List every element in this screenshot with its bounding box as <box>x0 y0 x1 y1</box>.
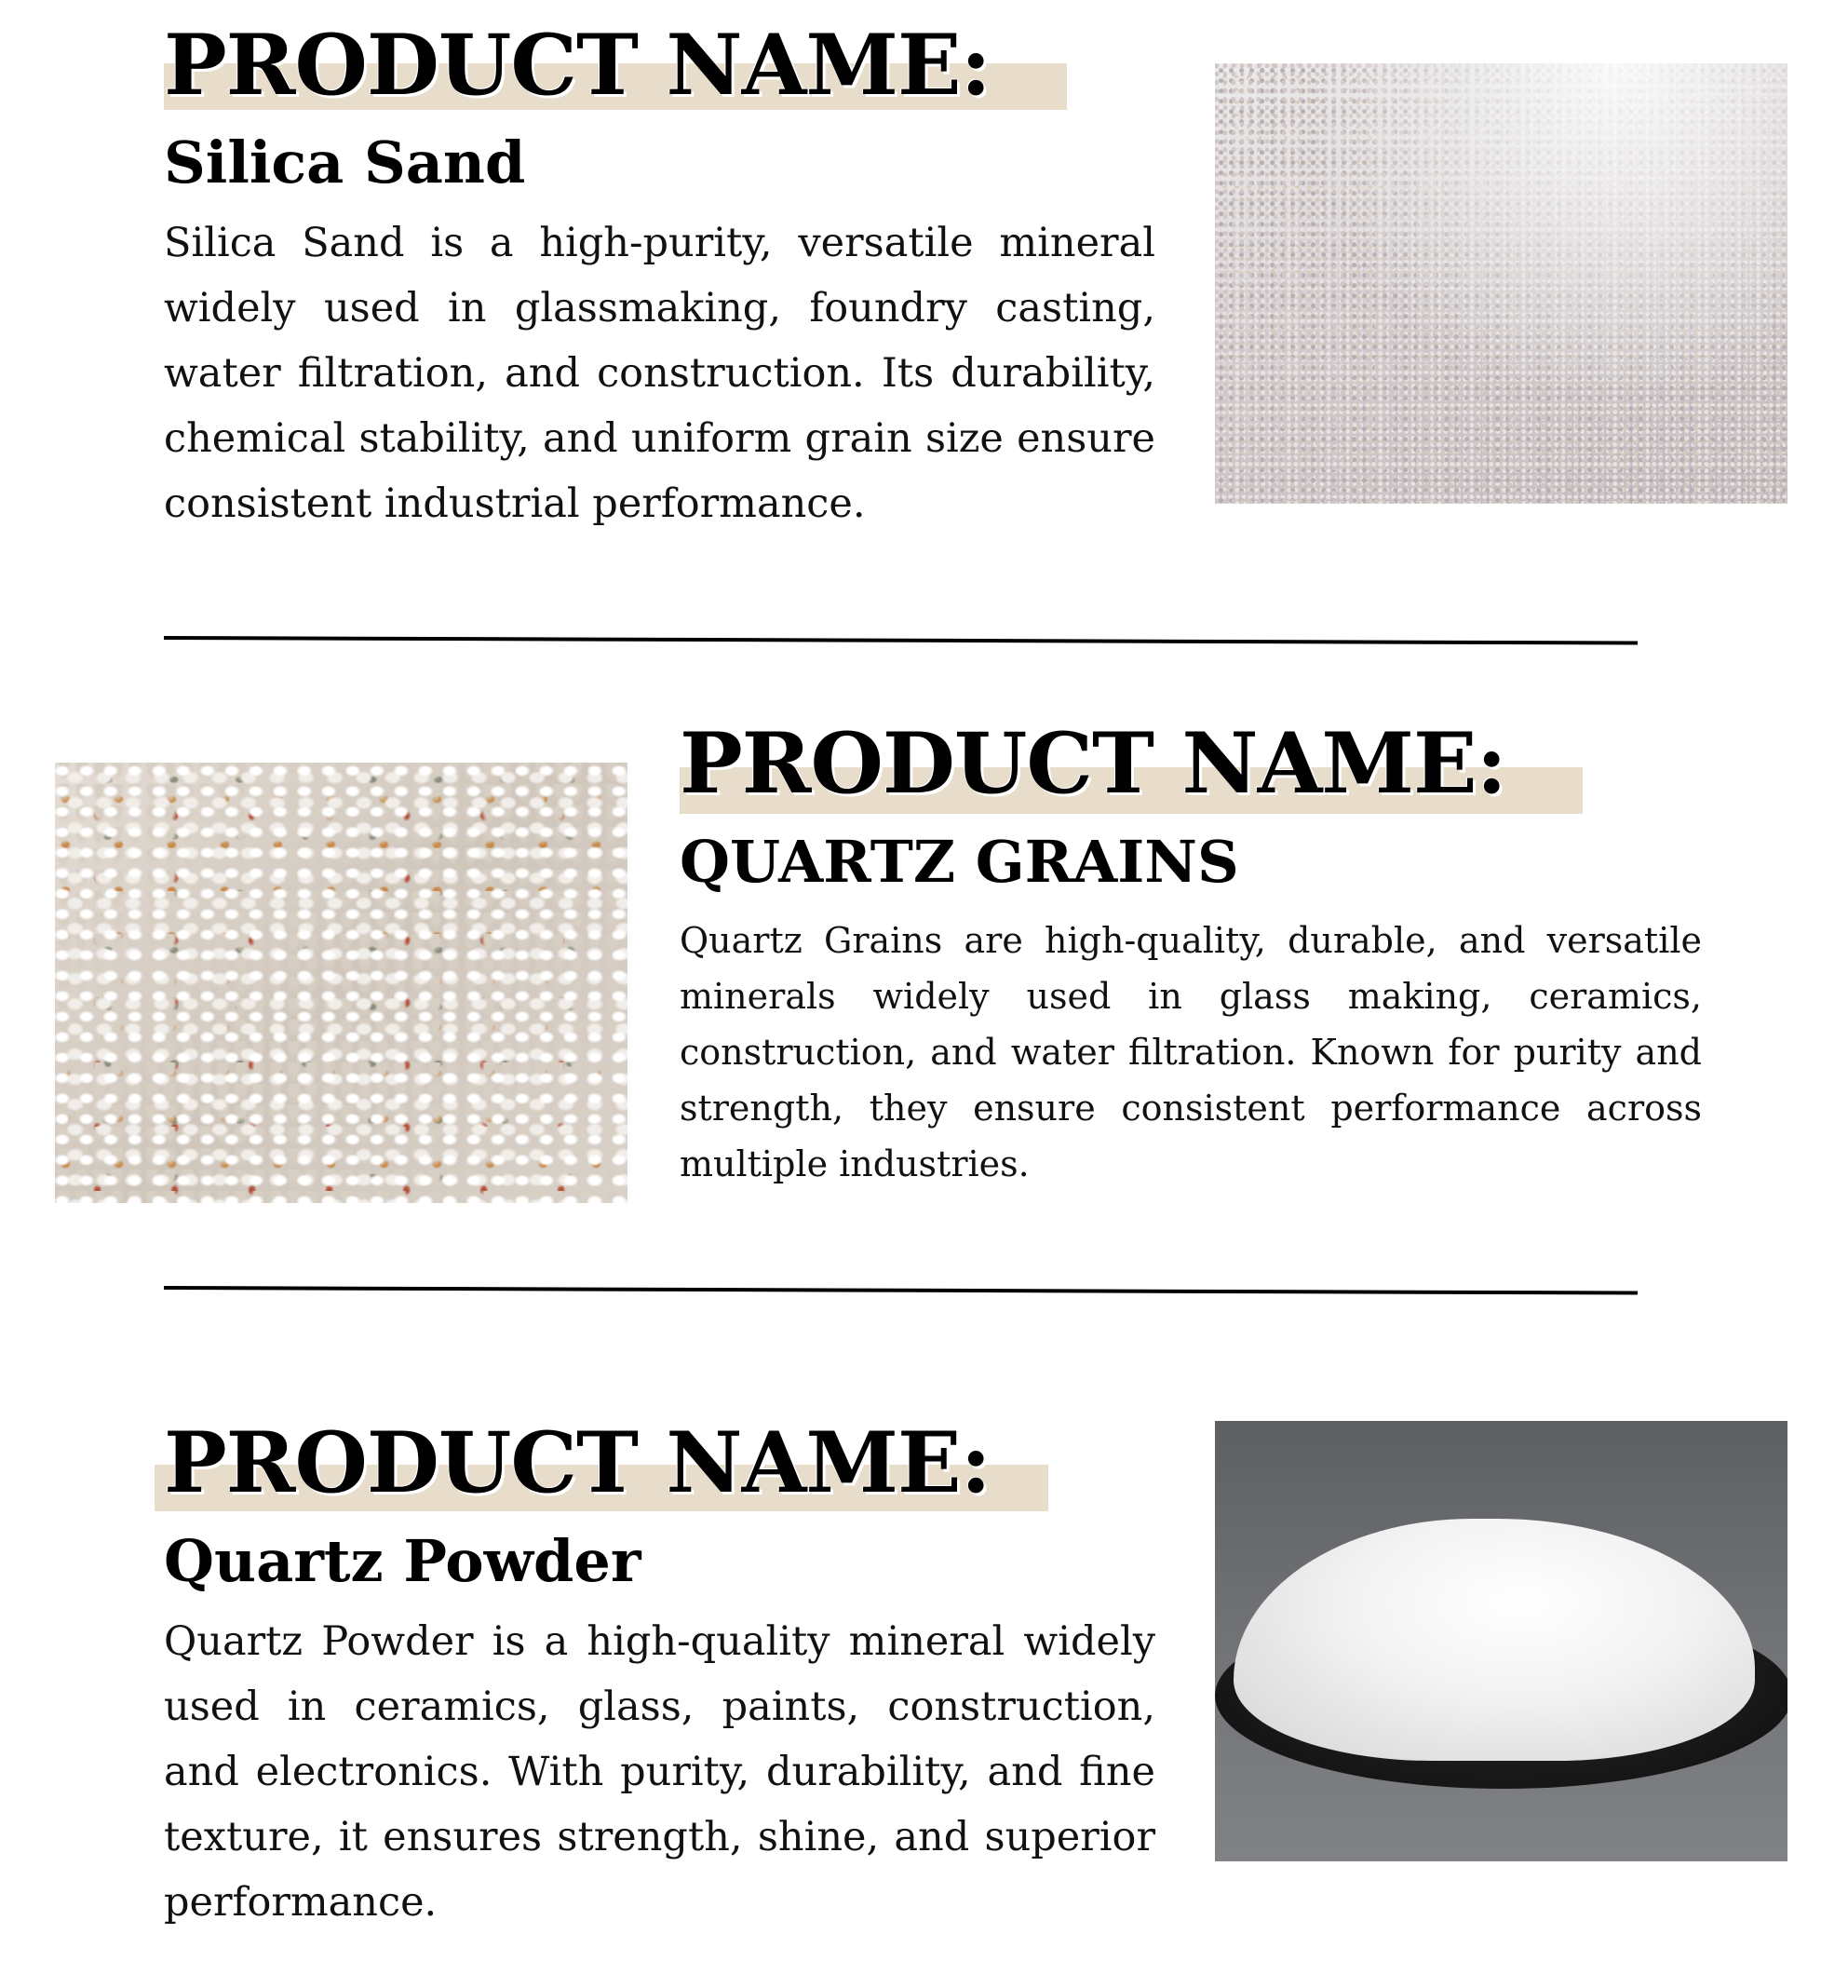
quartz-powder-photo <box>1215 1421 1787 1861</box>
product-name-heading: PRODUCT NAME: <box>164 1413 991 1512</box>
section-divider <box>164 636 1638 645</box>
product-name: Silica Sand <box>164 128 526 196</box>
product-name-heading: PRODUCT NAME: <box>680 714 1506 813</box>
product-heading-block <box>164 1414 1058 1517</box>
product-name-heading: PRODUCT NAME: <box>164 16 991 115</box>
product-description: Silica Sand is a high-purity, versatile mineral widely used in glassmaking, foundry casting, water filtration, and construction. Its durability, chemical stability, and uniform grain size ensure consistent industrial performance. <box>164 220 1155 527</box>
silica-sand-photo <box>1215 63 1787 504</box>
product-heading-block <box>164 17 1067 119</box>
product-name: QUARTZ GRAINS <box>680 828 1239 896</box>
section-divider <box>164 1286 1638 1295</box>
product-name: Quartz Powder <box>164 1527 641 1595</box>
powder-pile-shape <box>1234 1519 1755 1761</box>
product-heading-block <box>680 715 1583 818</box>
product-description: Quartz Powder is a high-quality mineral widely used in ceramics, glass, paints, construction, and electronics. With purity, durability, and fine texture, it ensures strength, shine, and superior performance. <box>164 1618 1155 1926</box>
product-description: Quartz Grains are high-quality, durable, and versatile minerals widely used in glass making, ceramics, construction, and water filtration. Known for purity and strength, they ensure consistent performance across multiple industries. <box>680 920 1702 1184</box>
quartz-grains-photo <box>55 763 627 1203</box>
